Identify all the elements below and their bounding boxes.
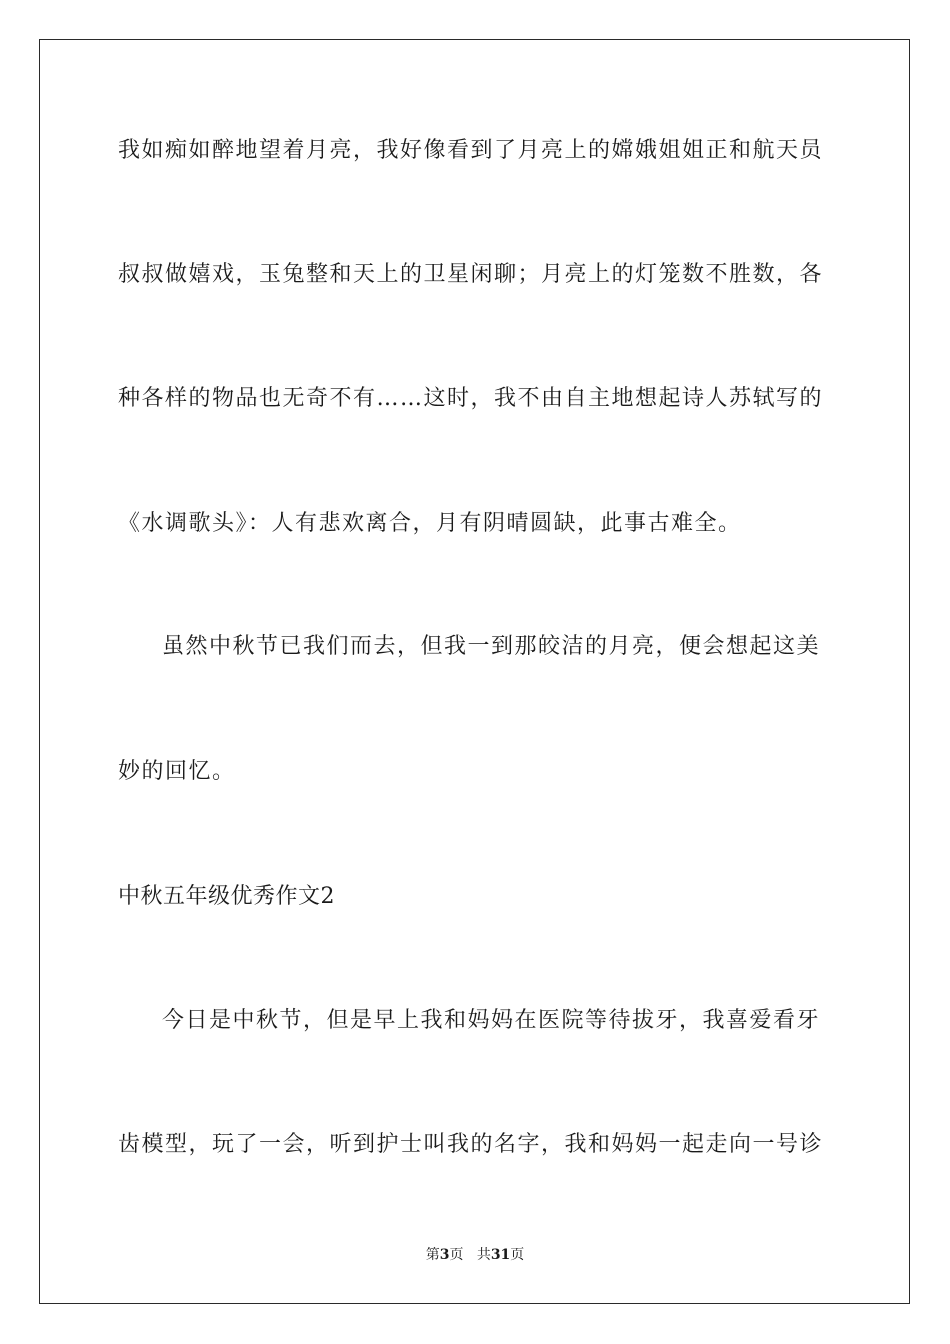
page-suffix: 页 <box>449 1247 464 1263</box>
page-prefix: 第 <box>425 1247 440 1263</box>
total-suffix: 页 <box>510 1247 525 1263</box>
paragraph-indent-line-1: 虽然中秋节已我们而去，但我一到那皎洁的月亮，便会想起这美 <box>162 634 821 659</box>
page-footer <box>0 1246 950 1264</box>
page-border <box>39 39 910 1304</box>
total-pages: 31 <box>490 1247 511 1263</box>
page-number: 3 <box>439 1247 450 1263</box>
paragraph-indent-line-2: 今日是中秋节，但是早上我和妈妈在医院等待拔牙，我喜爱看牙 <box>162 1008 821 1033</box>
total-prefix: 共 <box>476 1247 491 1263</box>
text-line-6: 妙的回忆。 <box>118 759 236 784</box>
text-line-2: 叔叔做嬉戏，玉兔整和天上的卫星闲聊；月亮上的灯笼数不胜数，各 <box>118 262 824 287</box>
text-line-4: 《水调歌头》：人有悲欢离合，月有阴晴圆缺，此事古难全。 <box>118 511 742 536</box>
text-line-3: 种各样的物品也无奇不有……这时，我不由自主地想起诗人苏轼写的 <box>118 386 824 411</box>
text-line-1: 我如痴如醉地望着月亮，我好像看到了月亮上的嫦娥姐姐正和航天员 <box>118 138 824 163</box>
section-heading: 中秋五年级优秀作文2 <box>118 884 335 909</box>
text-line-8: 齿模型，玩了一会，听到护士叫我的名字，我和妈妈一起走向一号诊 <box>118 1132 824 1157</box>
